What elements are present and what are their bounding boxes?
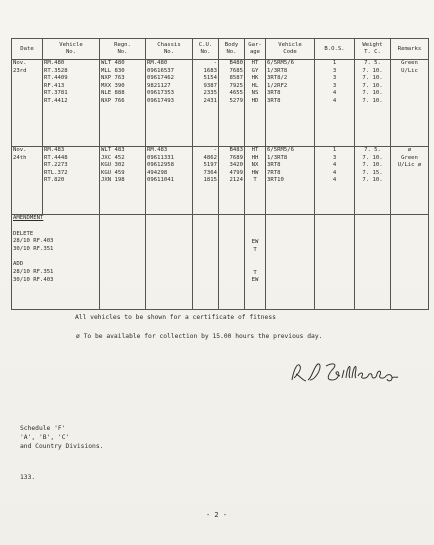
fitness-note: All vehicles to be shown for a certificate of fitness [75, 314, 276, 321]
header-chassis-no: Chassis No. [146, 39, 193, 60]
cell-body: B480 7685 8587 7925 4655 5279 [219, 60, 245, 147]
header-bos: B.O.S. [315, 39, 355, 60]
amendment-cell [12, 215, 100, 310]
cell-chassis: RM.480 09616537 09617462 9821127 09617353 09617493 [146, 60, 193, 147]
amendment-delete-row: 28/10 RF.403 [13, 238, 54, 245]
delete-label: DELETE [13, 230, 34, 237]
cell-empty [391, 215, 429, 310]
cell-weight: 7. 5. 7. 10. 7. 10. 7. 15. 7. 10. [355, 147, 391, 215]
cell-remarks: Green U/Lic [391, 60, 429, 147]
table-row-nov-24 [12, 147, 429, 215]
cell-weight: 7. 5. 7. 10. 7. 10. 7. 10. 7. 10. 7. 10. [355, 60, 391, 147]
cell-date: Nov. 23rd [12, 60, 43, 147]
schedule-block [20, 424, 103, 451]
cell-date: Nov. 24th [12, 147, 43, 215]
document-number: 133. [20, 474, 36, 481]
schedule-line: Schedule 'F' [20, 425, 66, 432]
header-vehicle-no: Vehicle No. [43, 39, 100, 60]
amendment-add-row: 28/10 RF.351 [13, 268, 54, 275]
table-row-nov-23 [12, 60, 429, 147]
cell-vehicle: RM.483 RT.4448 RT.2273 RTL.372 RT.820 [43, 147, 100, 215]
schedule-line: and Country Divisions. [20, 443, 104, 450]
cell-empty [355, 215, 391, 310]
amendment-garage-cell: EW T T EW [245, 215, 266, 310]
cell-empty [146, 215, 193, 310]
cell-vehicle: RM.480 RT.3528 RT.4409 RF.413 RT.3781 RT.4412 [43, 60, 100, 147]
header-weight: Weight T. C. [355, 39, 391, 60]
add-label: ADD [13, 261, 24, 268]
cell-regn: WLT 480 MLL 830 NXP 763 MXX 390 NLE 888 NXP 766 [100, 60, 146, 147]
amendment-delete-row: 30/10 RF.351 [13, 245, 54, 252]
header-body-no: Body No. [219, 39, 245, 60]
schedule-line: 'A', 'B', 'C' [20, 434, 70, 441]
page-footer: - 2 - [206, 511, 228, 519]
cell-bos: 1 3 3 3 4 4 [315, 60, 355, 147]
cell-vehicle-code: 6/5RM5/6 1/3RT8 3RT8 7RT8 3RT10 [266, 147, 315, 215]
amendment-add-row: 30/10 RF.403 [13, 276, 54, 283]
header-date: Date [12, 39, 43, 60]
vehicle-schedule-table [11, 38, 429, 310]
header-vehicle-code: Vehicle Code [266, 39, 315, 60]
collection-note: ø To be available for collection by 15.00 hours the previous day. [76, 333, 323, 340]
cell-body: B483 7689 3420 4799 2124 [219, 147, 245, 215]
cell-empty [100, 215, 146, 310]
table-row-amendment [12, 215, 429, 310]
handwritten-signature [288, 360, 400, 386]
cell-empty [219, 215, 245, 310]
header-cu-no: C.U. No. [193, 39, 219, 60]
header-garage: Gar- age [245, 39, 266, 60]
cell-empty [315, 215, 355, 310]
cell-empty [193, 215, 219, 310]
cell-empty [266, 215, 315, 310]
cell-garage: HT HH NX HW T [245, 147, 266, 215]
table-header-row [12, 39, 429, 60]
cell-garage: HT GY HK HL NS HD [245, 60, 266, 147]
cell-remarks: ø Green U/Lic ø [391, 147, 429, 215]
cell-bos: 1 3 4 4 4 [315, 147, 355, 215]
cell-cu: - 1683 5154 9387 2335 2431 [193, 60, 219, 147]
cell-regn: WLT 483 JXC 452 KGU 302 KGU 459 JXN 198 [100, 147, 146, 215]
cell-vehicle-code: 6/5RM5/6 1/3RT8 3RT8/2 1/2RF2 3RT8 3RT8 [266, 60, 315, 147]
header-remarks: Remarks [391, 39, 429, 60]
header-regn-no: Regn. No. [100, 39, 146, 60]
amendment-title: AMENDMENT [13, 215, 44, 221]
cell-cu: - 4862 5197 7364 1815 [193, 147, 219, 215]
cell-chassis: RM.483 09611331 09612958 494298 09611041 [146, 147, 193, 215]
